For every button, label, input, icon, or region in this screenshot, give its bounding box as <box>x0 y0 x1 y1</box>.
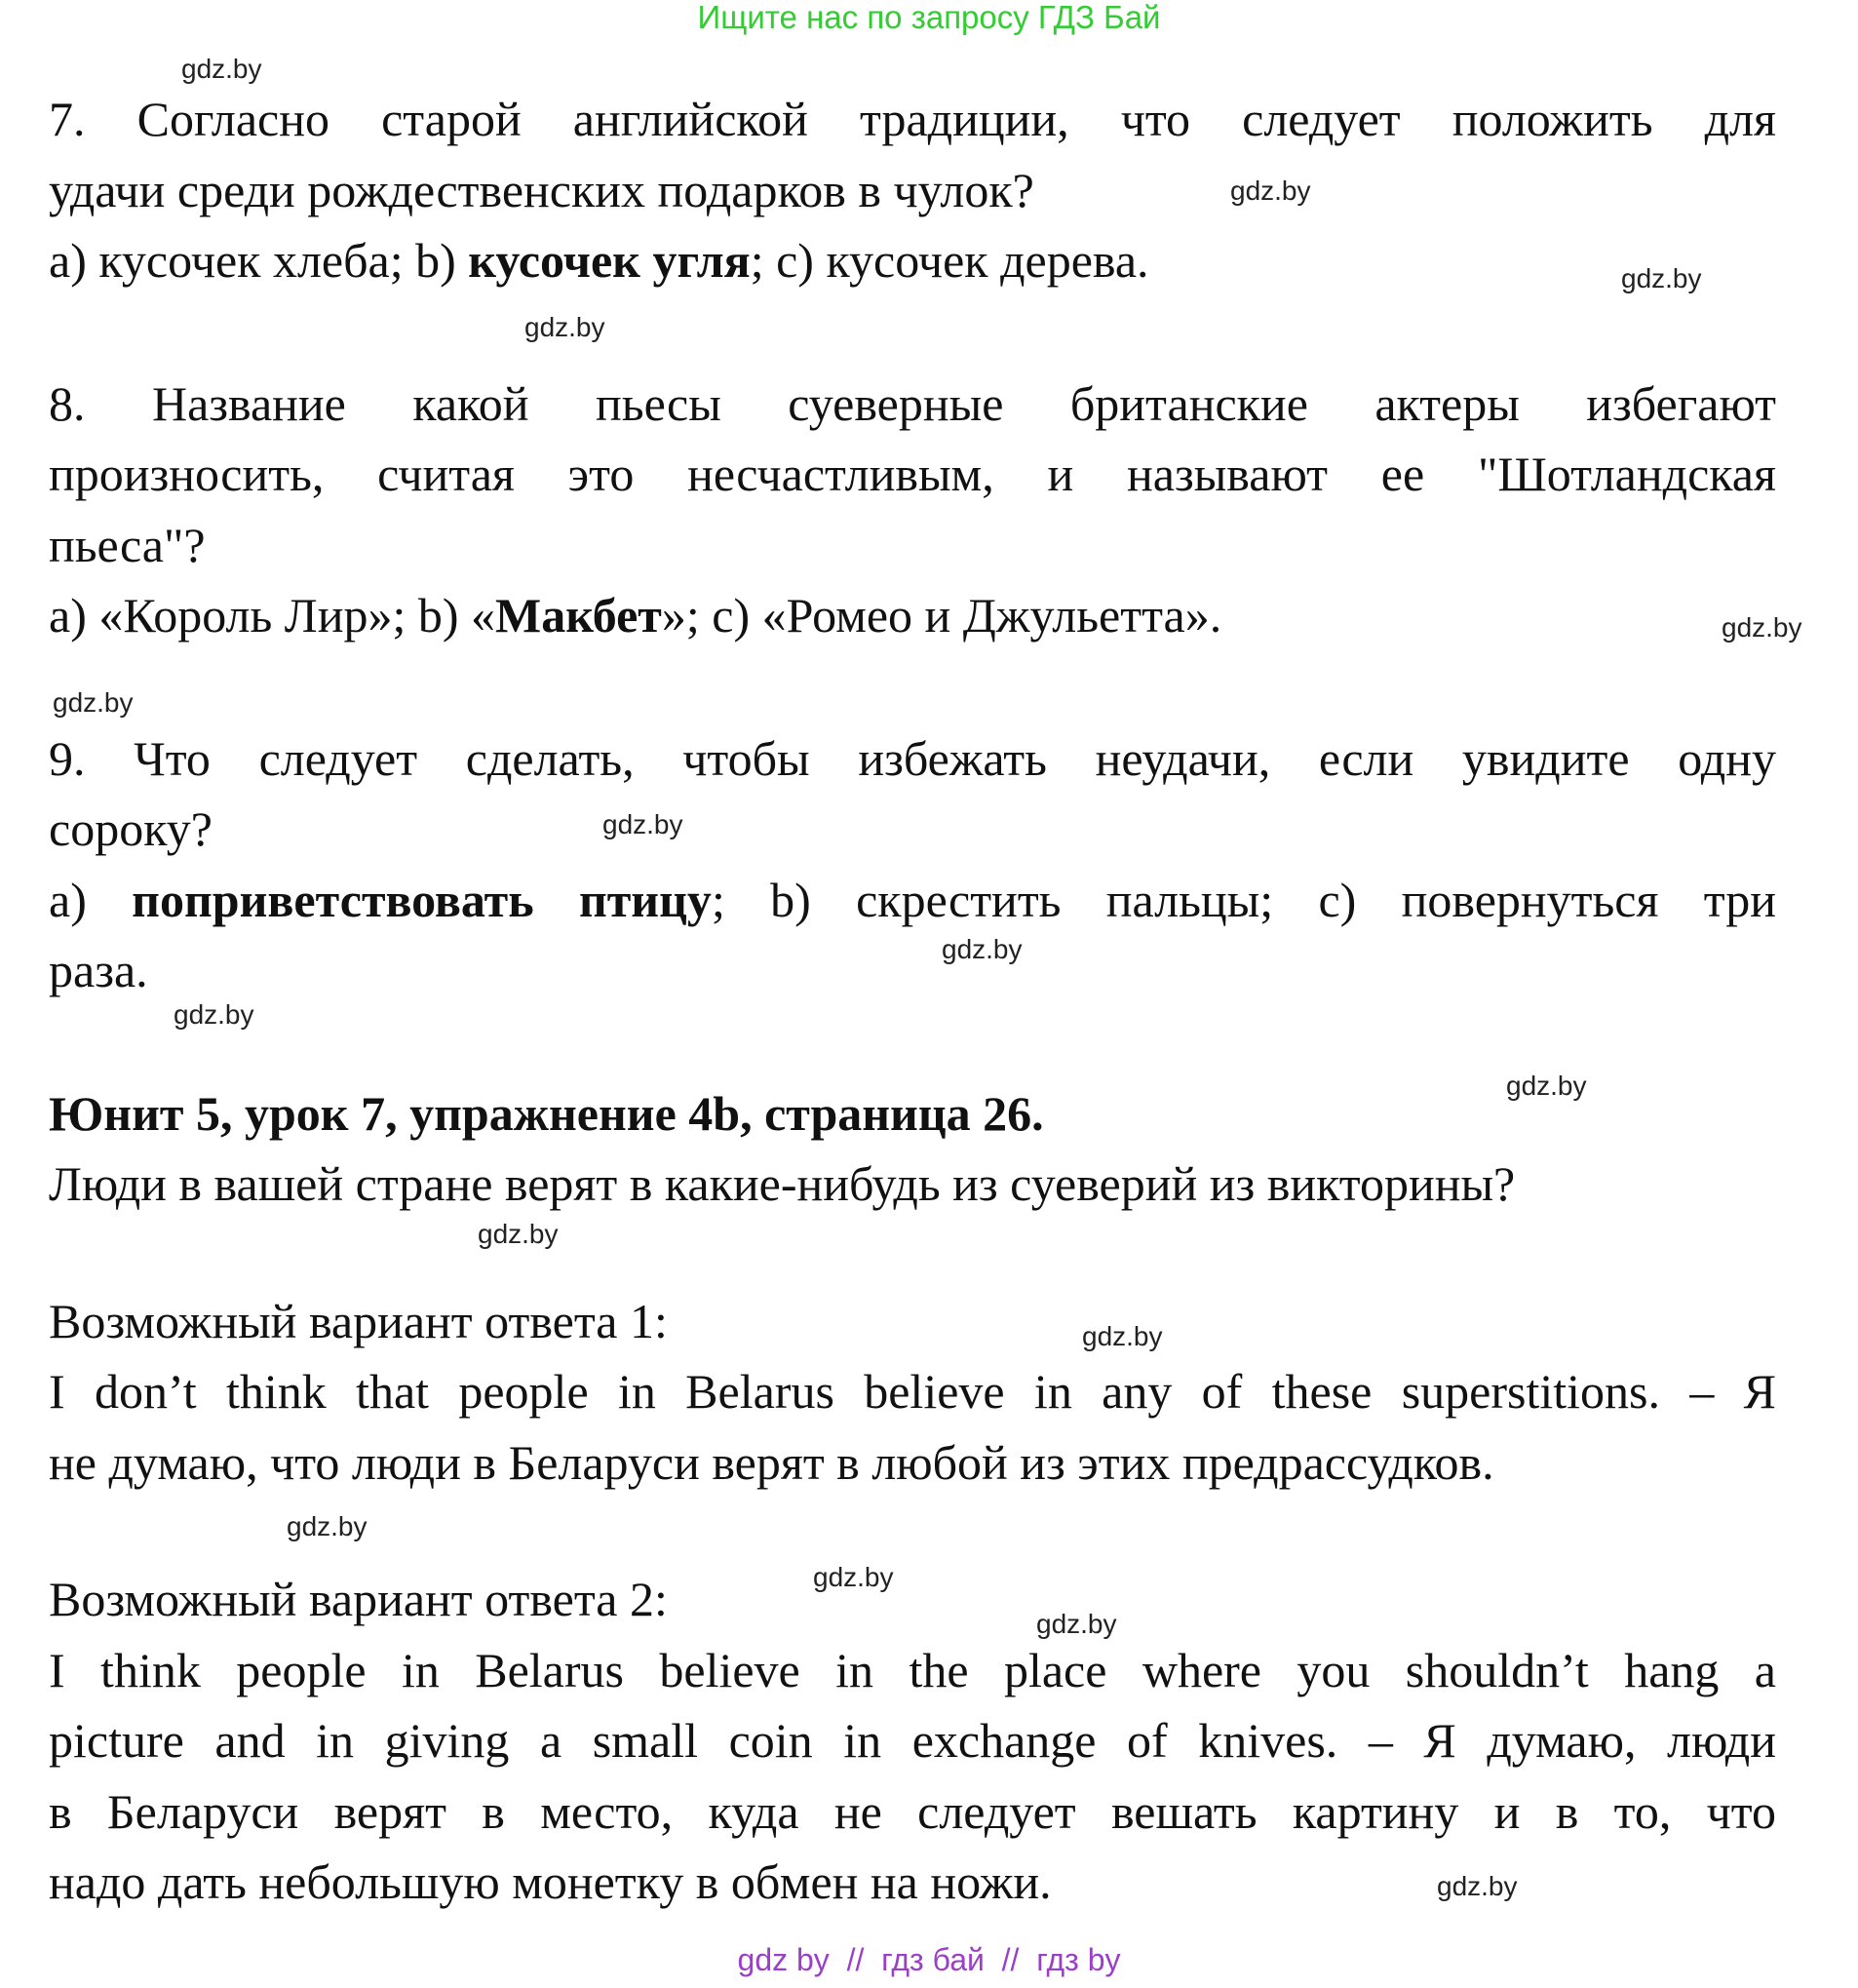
watermark: gdz.by <box>1722 612 1802 643</box>
correct-answer: поприветствовать птицу <box>132 872 712 927</box>
site-banner[interactable]: Ищите нас по запросу ГДЗ Бай <box>697 0 1161 35</box>
question-9-line-1: 9. Что следует сделать, чтобы избежать неудачи, если увидите одну <box>49 730 1776 786</box>
watermark: gdz.by <box>478 1219 559 1249</box>
answer-option-a: a) «Король Лир»; b) « <box>49 588 496 643</box>
watermark: gdz.by <box>813 1562 894 1592</box>
correct-answer: Макбет <box>495 588 662 643</box>
question-7-answers <box>49 225 1776 296</box>
question-7 <box>49 84 1776 296</box>
watermark: gdz.by <box>53 687 134 718</box>
answer-2-line-4: надо дать небольшую монетку в обмен на ножи. <box>49 1854 1052 1909</box>
section-heading-text: Юнит 5, урок 7, упражнение 4b, страница 26. <box>49 1085 1044 1141</box>
watermark: gdz.by <box>287 1511 368 1541</box>
spacer <box>49 1220 1776 1286</box>
watermark: gdz.by <box>181 54 262 84</box>
watermark: gdz.by <box>1621 263 1702 293</box>
spacer <box>49 1006 1776 1078</box>
answer-option-a: a) кусочек хлеба; b) <box>49 233 469 288</box>
answer-option-c: »; c) «Ромео и Джульетта». <box>661 588 1222 643</box>
question-7-line-1: 7. Согласно старой английской традиции, что следует положить для <box>49 92 1776 146</box>
question-9-line-2: сороку? <box>49 801 213 856</box>
question-8-line-1: 8. Название какой пьесы суеверные британские актеры избегают <box>49 375 1776 431</box>
watermark: gdz.by <box>1437 1871 1518 1901</box>
watermark: gdz.by <box>1036 1609 1117 1639</box>
answer-2-label: Возможный вариант ответа 2: <box>49 1572 668 1626</box>
question-8 <box>49 369 1776 651</box>
answer-options-rest: ; b) скрестить пальцы; c) повернуться три <box>711 872 1777 927</box>
watermark: gdz.by <box>942 934 1023 964</box>
watermark: gdz.by <box>524 312 605 342</box>
answer-option-c: ; c) кусочек дерева. <box>750 233 1149 288</box>
question-9 <box>49 723 1776 1006</box>
spacer <box>49 296 1776 369</box>
answer-1-line-1: I don’t think that people in Belarus believe in any of these superstitions. – Я <box>49 1364 1776 1419</box>
page-content <box>49 84 1776 1918</box>
section-task: Люди в вашей стране верят в какие-нибудь из суеверий из викторины? <box>49 1156 1516 1211</box>
answer-2-line-1: I think people in Belarus believe in the place where you shouldn’t hang a <box>49 1642 1776 1697</box>
watermark: gdz.by <box>1082 1321 1163 1351</box>
answer-1-label: Возможный вариант ответа 1: <box>49 1293 668 1348</box>
correct-answer: кусочек угля <box>468 233 751 288</box>
question-9-answers-line-2: раза. <box>49 943 148 997</box>
question-8-line-2: произносить, считая это несчастливым, и называют ее "Шотландская <box>49 447 1776 501</box>
watermark: gdz.by <box>1230 175 1311 206</box>
watermark: gdz.by <box>1506 1071 1587 1101</box>
question-8-answers <box>49 580 1776 651</box>
question-7-line-2: удачи среди рождественских подарков в чулок? <box>49 162 1034 217</box>
site-footer-links[interactable]: gdz by // гдз бай // гдз by <box>737 1942 1121 1977</box>
question-9-answers-line-1 <box>49 865 1776 936</box>
watermark: gdz.by <box>174 999 254 1030</box>
answer-2-line-3: в Беларуси верят в место, куда не следует вешать картину и в то, что <box>49 1783 1776 1839</box>
spacer <box>49 651 1776 723</box>
question-8-line-3: пьеса"? <box>49 517 206 572</box>
answer-1-line-2: не думаю, что люди в Беларуси верят в любой из этих предрассудков. <box>49 1434 1494 1490</box>
watermark: gdz.by <box>602 809 683 839</box>
answer-2-line-2: picture and in giving a small coin in exchange of knives. – Я думаю, люди <box>49 1713 1776 1768</box>
answer-prefix: a) <box>49 872 133 927</box>
